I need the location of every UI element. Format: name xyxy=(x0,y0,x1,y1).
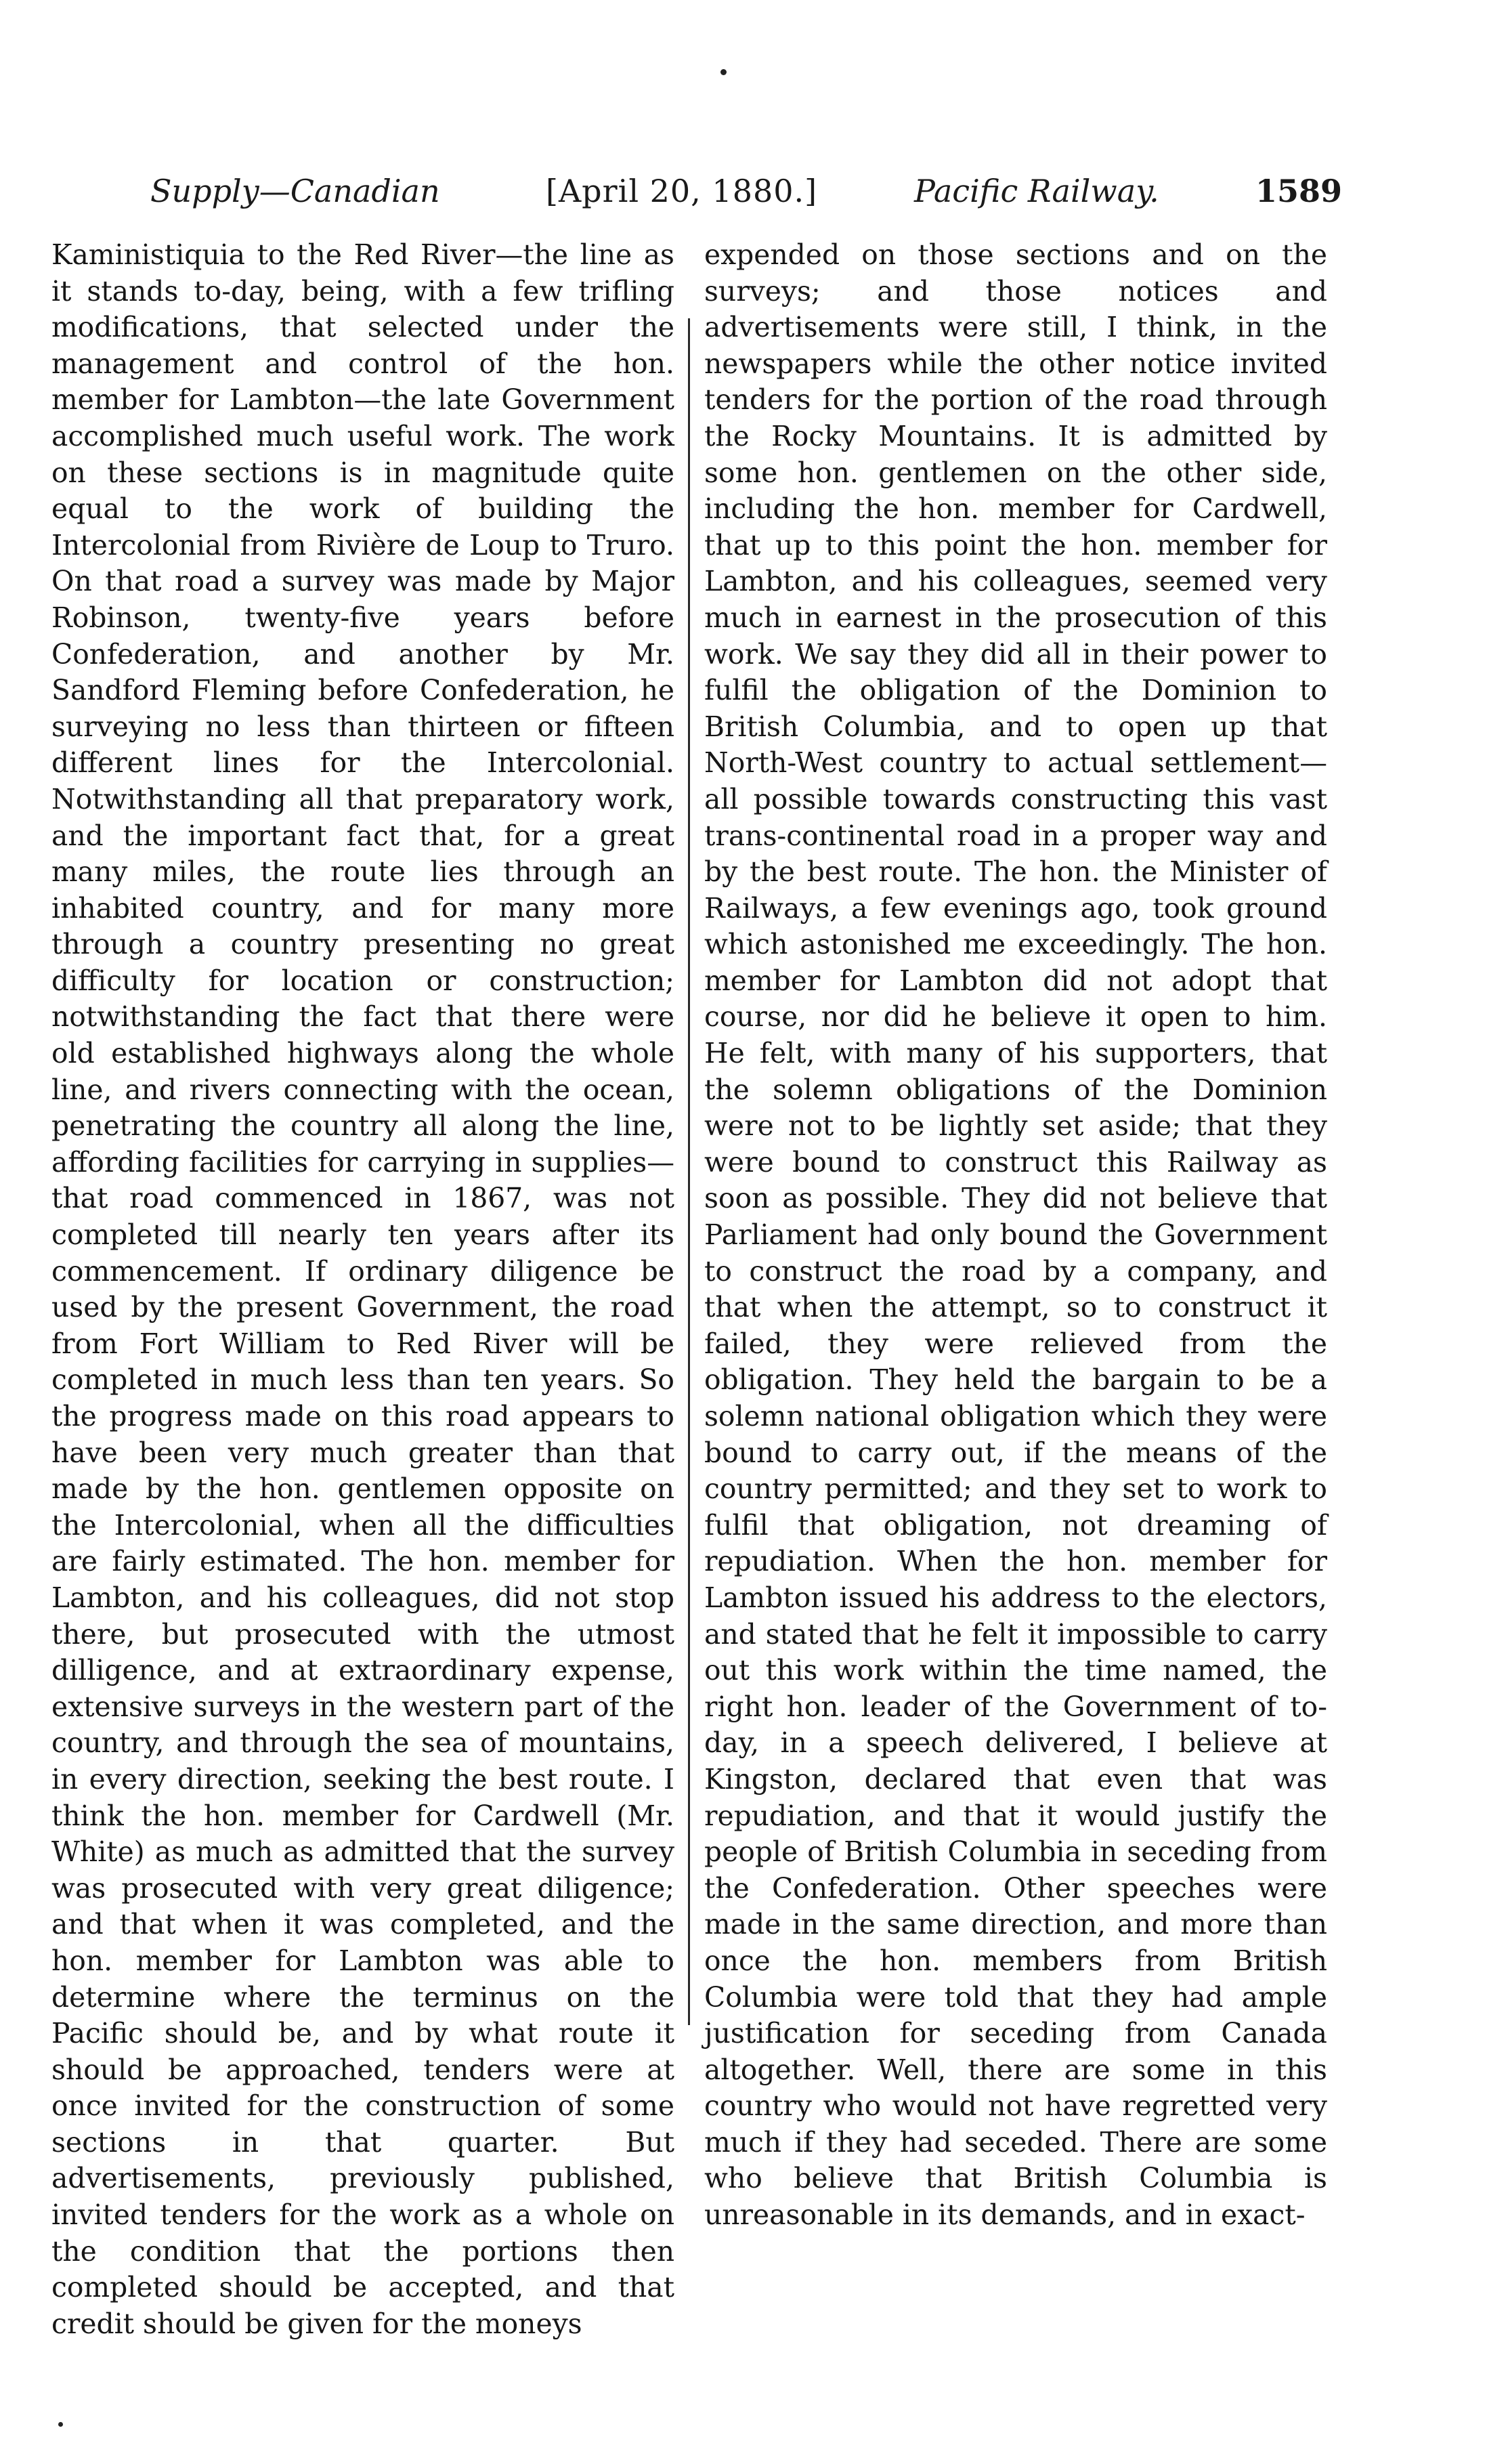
header-date: [April 20, 1880.] xyxy=(546,173,818,209)
ink-speck xyxy=(58,2422,63,2427)
text-column-right: expended on those sections and on the surveys; and those notices and advertisements were still, I think, in the newspapers while the other notice invited tenders for the portion of the road through the Rocky Mountains. It is admitted by some hon. gentlemen on the other side, including the hon. member for Cardwell, that up to this point the hon. member for Lambton, and his colleagues, seemed very much in earnest in the prosecution of this work. We say they did all in their power to fulfil the obligation of the Dominion to British Columbia, and to open up that North-West country to actual settlement—all possible towards constructing this vast trans-continental road in a proper way and by the best route. The hon. the Minister of Railways, a few evenings ago, took ground which astonished me exceedingly. The hon. member for Lambton did not adopt that course, nor did he believe it open to him. He felt, with many of his supporters, that the solemn obligations of the Dominion were not to be lightly set aside; that they were bound to construct this Railway as soon as possible. They did not believe that Parliament had only bound the Government to construct the road by a company, and that when the attempt, so to construct it failed, they were relieved from the obligation. They held the bargain to be a solemn national obligation which they were bound to carry out, if the means of the country permitted; and they set to work to fulfil that obligation, not dreaming of repudiation. When the hon. member for Lambton issued his address to the electors, and stated that he felt it impossible to carry out this work within the time named, the right hon. leader of the Government of to-day, in a speech delivered, I believe at Kingston, declared that even that was repudiation, and that it would justify the people of British Columbia in seceding from the Confederation. Other speeches were made in the same direction, and more than once the hon. members from British Columbia were told that they had ample justification for seceding from Canada altogether. Well, there are some in this country who would not have regretted very much if they had seceded. There are some who believe that British Columbia is unreasonable in its demands, and in exact- xyxy=(704,238,1327,2232)
column-divider xyxy=(688,318,690,2025)
page-number: 1589 xyxy=(1255,173,1342,209)
running-header xyxy=(150,171,1342,218)
header-left-title: Supply—Canadian xyxy=(150,173,440,209)
text-column-left: Kaministiquia to the Red River—the line as it stands to-day, being, with a few trifling modifications, that selected under the management and control of the hon. member for Lambton—the late Government accomplished much useful work. The work on these sections is in magnitude quite equal to the work of building the Intercolonial from Rivière de Loup to Truro. On that road a survey was made by Major Robinson, twenty-five years before Confederation, and another by Mr. Sandford Fleming before Confederation, he surveying no less than thirteen or fifteen different lines for the Intercolonial. Notwithstanding all that preparatory work, and the important fact that, for a great many miles, the route lies through an inhabited country, and for many more through a country presenting no great difficulty for location or construction; notwithstanding the fact that there were old established highways along the whole line, and rivers connecting with the ocean, penetrating the country all along the line, affording facilities for carrying in supplies—that road commenced in 1867, was not completed till nearly ten years after its commencement. If ordinary diligence be used by the present Government, the road from Fort William to Red River will be completed in much less than ten years. So the progress made on this road appears to have been very much greater than that made by the hon. gentlemen opposite on the Intercolonial, when all the difficulties are fairly estimated. The hon. member for Lambton, and his colleagues, did not stop there, but prosecuted with the utmost dilligence, and at extraordinary expense, extensive surveys in the western part of the country, and through the sea of mountains, in every direction, seeking the best route. I think the hon. member for Cardwell (Mr. White) as much as admitted that the survey was prosecuted with very great diligence; and that when it was completed, and the hon. member for Lambton was able to determine where the terminus on the Pacific should be, and by what route it should be approached, tenders were at once invited for the construction of some sections in that quarter. But advertisements, previously published, invited tenders for the work as a whole on the condition that the portions then completed should be accepted, and that credit should be given for the moneys xyxy=(51,238,674,2340)
ink-speck xyxy=(720,69,727,75)
header-right-title: Pacific Railway. xyxy=(914,173,1159,209)
